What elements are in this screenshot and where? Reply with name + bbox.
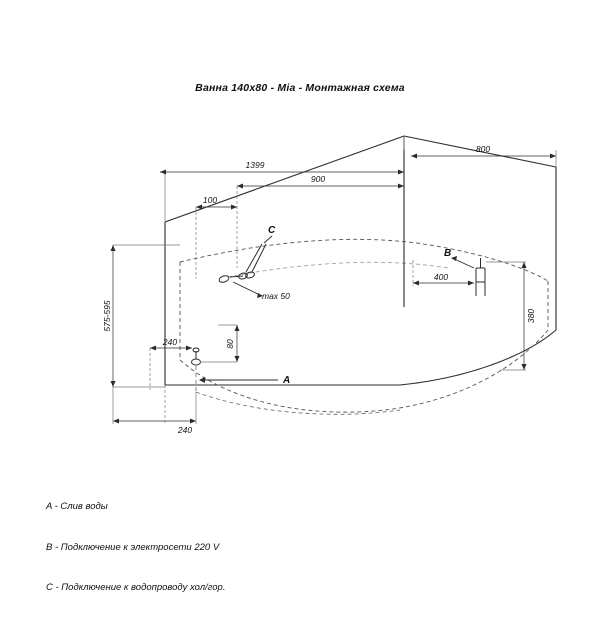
leader-line-a <box>199 377 278 383</box>
dim-240-bottom: 240 <box>177 425 193 435</box>
bathtub-hidden-edges <box>165 136 404 385</box>
page-title: Ванна 140х80 - Mia - Монтажная схема <box>195 82 405 94</box>
dim-240-left: 240 <box>162 337 178 347</box>
dim-max-50: max 50 <box>262 291 290 301</box>
water-supply-fitting-c <box>218 244 266 283</box>
dim-575-595: 575-595 <box>102 300 112 332</box>
dim-1399: 1399 <box>245 160 265 170</box>
leader-line-c <box>264 236 272 243</box>
marker-c-label: C <box>268 225 276 236</box>
drain-fitting-a <box>192 348 201 365</box>
dim-100: 100 <box>202 195 218 205</box>
dim-400: 400 <box>433 272 449 282</box>
legend-item-b: B - Подключение к электросети 220 V <box>46 541 220 553</box>
dim-900: 900 <box>310 174 326 184</box>
marker-b-label: B <box>444 248 452 259</box>
leader-line-b <box>451 256 474 268</box>
dim-80: 80 <box>225 339 235 349</box>
legend-item-c: C - Подключение к водопроводу хол/гор. <box>46 582 226 593</box>
legend-item-a: A - Слив воды <box>46 501 108 512</box>
drain-dashed-path <box>196 366 400 414</box>
max50-leader <box>233 282 263 298</box>
dim-380: 380 <box>526 308 536 324</box>
bathtub-outline <box>165 136 556 385</box>
bathtub-curves <box>165 330 556 393</box>
electrical-fitting-b <box>476 258 485 296</box>
dim-800: 800 <box>475 144 491 154</box>
legend <box>46 473 225 622</box>
dimension-lines <box>111 136 557 424</box>
marker-a-label: A <box>283 375 291 386</box>
bathtub-inner-basin <box>180 239 548 412</box>
